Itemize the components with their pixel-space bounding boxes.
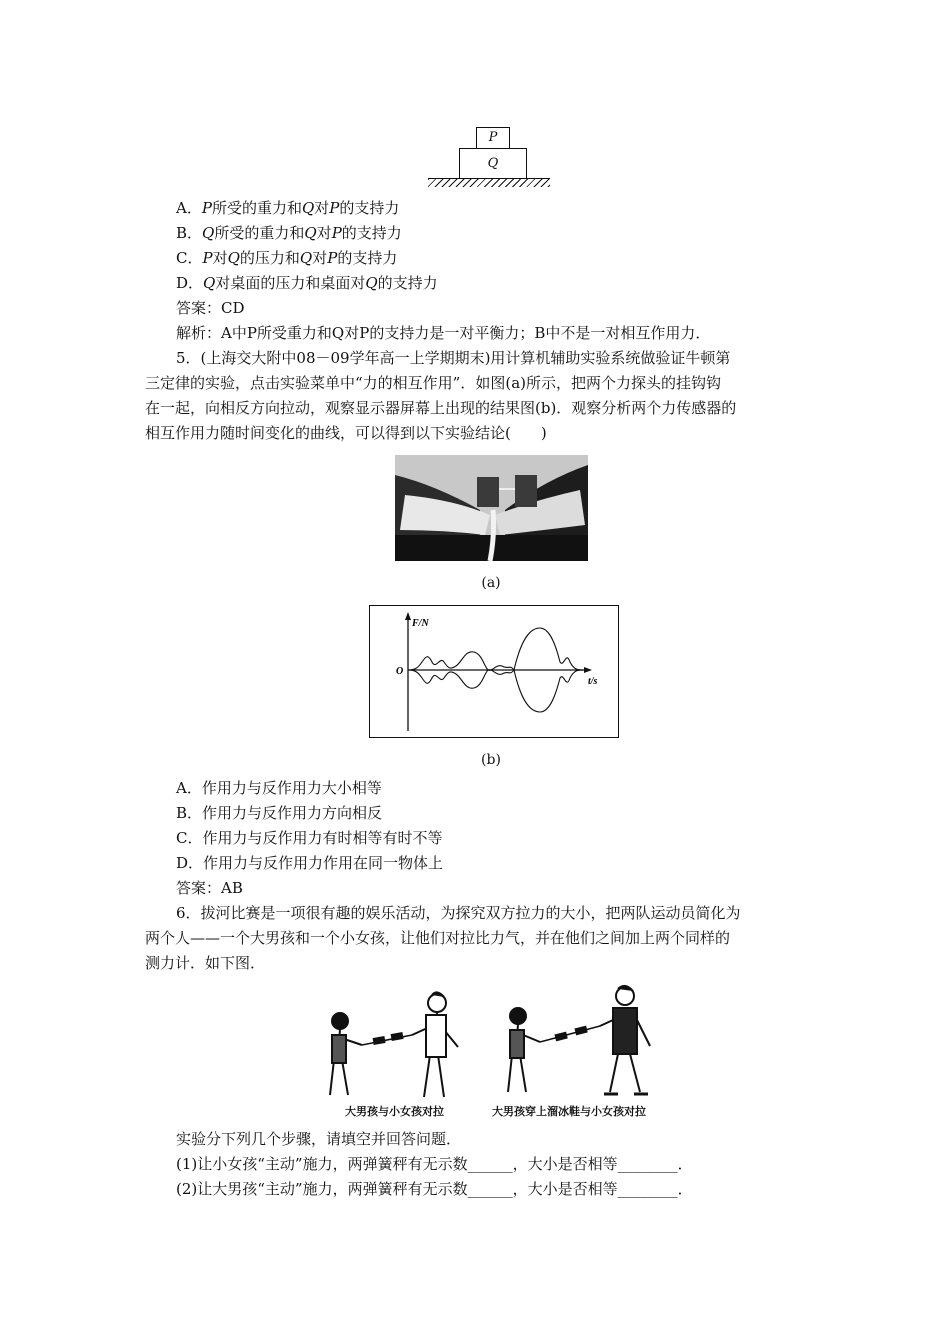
q6-line-2: 两个人——一个大男孩和一个小女孩，让他们对拉比力气，并在他们之间加上两个同样的 — [145, 929, 731, 947]
tug-illustration-2 — [500, 980, 670, 1103]
tug-caption-1: 大男孩与小女孩对拉 — [345, 1105, 444, 1118]
q4-option-c: C．P对Q的压力和Q对P的支持力 — [176, 249, 398, 267]
q4-option-b: B．Q所受的重力和Q对P的支持力 — [176, 224, 402, 242]
q5-line-4: 相互作用力随时间变化的曲线，可以得到以下实验结论( ) — [145, 424, 547, 442]
q5-line-1: 5．(上海交大附中08－09学年高一上学期期末)用计算机辅助实验系统做验证牛顿第 — [176, 349, 731, 367]
tug-caption-2: 大男孩穿上溜冰鞋与小女孩对拉 — [492, 1105, 646, 1118]
q5-answer: 答案：AB — [176, 879, 243, 897]
caption-b: (b) — [481, 752, 501, 768]
q6-step-2: (2)让大男孩“主动”施力，两弹簧秤有无示数______，大小是否相等________． — [176, 1180, 693, 1198]
q5-option-a: A．作用力与反作用力大小相等 — [176, 779, 382, 797]
y-axis-label: F/N — [412, 618, 429, 629]
q4-analysis: 解析：A中P所受重力和Q对P的支持力是一对平衡力；B中不是一对相互作用力． — [176, 324, 711, 342]
ground-surface — [428, 178, 550, 187]
force-time-curves — [370, 606, 618, 737]
q5-line-3: 在一起，向相反方向拉动，观察显示器屏幕上出现的结果图(b)．观察分析两个力传感器的 — [145, 399, 737, 417]
experiment-photo — [395, 455, 588, 561]
q6-line-3: 测力计．如下图． — [145, 954, 266, 972]
q4-option-a: A．P所受的重力和Q对P的支持力 — [176, 199, 400, 217]
q5-option-c: C．作用力与反作用力有时相等有时不等 — [176, 829, 443, 847]
force-time-graph — [369, 605, 619, 738]
q6-step-1: (1)让小女孩“主动”施力，两弹簧秤有无示数______，大小是否相等________． — [176, 1155, 693, 1173]
block-p-label: P — [488, 130, 498, 145]
q6-steps-intro: 实验分下列几个步骤，请填空并回答问题． — [176, 1130, 462, 1148]
x-axis-label: t/s — [588, 676, 598, 687]
block-q — [459, 148, 527, 179]
origin-label: O — [396, 666, 404, 677]
block-q-label: Q — [487, 156, 499, 171]
q4-answer: 答案：CD — [176, 299, 245, 317]
q5-line-2: 三定律的实验，点击实验菜单中“力的相互作用”．如图(a)所示，把两个力探头的挂钩钩 — [145, 374, 721, 392]
q4-option-d: D．Q对桌面的压力和桌面对Q的支持力 — [176, 274, 438, 292]
q6-line-1: 6．拔河比赛是一项很有趣的娱乐活动，为探究双方拉力的大小，把两队运动员简化为 — [176, 904, 741, 922]
tug-illustration-1 — [322, 985, 482, 1103]
q5-option-d: D．作用力与反作用力作用在同一物体上 — [176, 854, 444, 872]
block-p — [476, 127, 510, 149]
caption-a: (a) — [481, 575, 501, 591]
photo-illustration — [395, 455, 588, 561]
q5-option-b: B．作用力与反作用力方向相反 — [176, 804, 383, 822]
